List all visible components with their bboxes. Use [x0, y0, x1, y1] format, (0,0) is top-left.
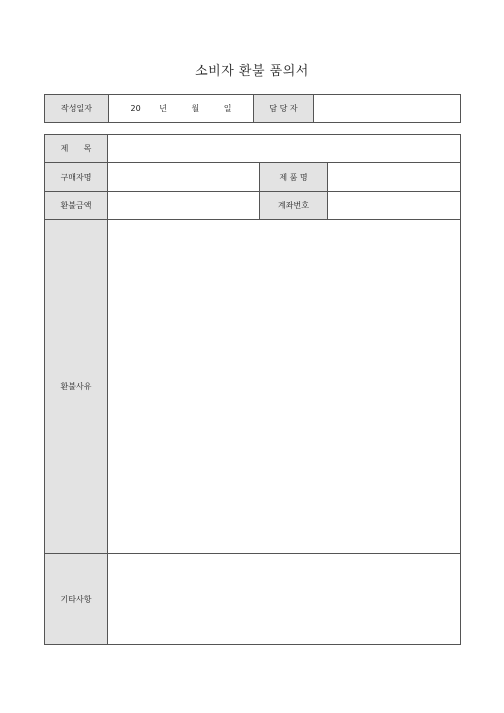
date-day-unit: 일: [223, 104, 232, 113]
date-year-unit: 년: [159, 104, 167, 113]
manager-field[interactable]: [314, 95, 461, 123]
product-label: 제 품 명: [260, 163, 328, 192]
refund-reason-label: 환불사유: [45, 220, 108, 554]
date-field[interactable]: [109, 95, 254, 123]
document-title: 소비자 환불 품의서: [195, 64, 309, 79]
subject-field[interactable]: [108, 135, 461, 163]
subject-label: 제 목: [45, 135, 108, 163]
remarks-field[interactable]: [108, 554, 461, 645]
date-label: 작성일자: [45, 95, 109, 123]
refund-amount-label: 환불금액: [45, 192, 108, 220]
date-month-unit: 월: [191, 104, 200, 113]
refund-reason-field[interactable]: [108, 220, 461, 554]
purchaser-label: 구매자명: [45, 163, 108, 192]
date-year-prefix: 20: [130, 104, 141, 113]
manager-label: 담 당 자: [254, 95, 314, 123]
account-number-field[interactable]: [328, 192, 461, 220]
refund-amount-field[interactable]: [108, 192, 260, 220]
remarks-label: 기타사항: [45, 554, 108, 645]
product-field[interactable]: [328, 163, 461, 192]
header-table: [44, 94, 461, 123]
account-number-label: 계좌번호: [260, 192, 328, 220]
purchaser-field[interactable]: [108, 163, 260, 192]
refund-form-table: [44, 134, 461, 645]
